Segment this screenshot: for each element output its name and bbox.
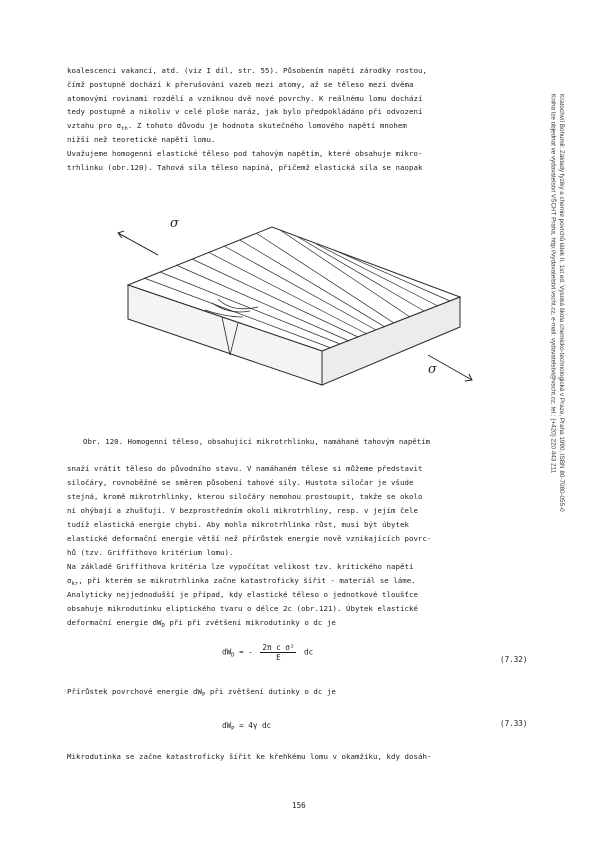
inline-text: při zvětšení dutinky o dc je [205,687,336,696]
eq-sign: = - [239,647,253,657]
body-line [67,618,336,629]
body-line: obsahuje mikrodutinku eliptického tvaru o délce 2c (obr.121). Úbytek elastické [67,604,418,613]
stress-arrow-top [118,231,158,255]
body-line [67,576,416,587]
equation-number: (7.33) [500,719,528,728]
body-line: trhlinku (obr.120). Tahová síla těleso napíná, přičemž elastická síla se naopak [67,163,423,172]
subscript: th [121,126,128,132]
inline-text: při při zvětšení mikrodutinky o dc je [164,618,336,627]
body-line: nižší než teoretické napětí lomu. [67,135,216,144]
inline-text: Přírůstek povrchové energie dW [67,687,202,696]
fraction [260,643,296,662]
eq-rhs: dc [304,647,314,657]
denominator: E [276,653,281,662]
body-line: koalescenci vakancí, atd. (viz I díl, str. 55). Působením napětí zárodky rostou, [67,66,427,75]
body-line: Uvažujeme homogenní elastické těleso pod tahovým napětím, které obsahuje mikro- [67,149,423,158]
equation-7-33 [222,721,271,732]
body-line: elastické deformační energie větší než přírůstek energie nově vznikajících povrc- [67,534,432,543]
inline-text: , při kterém se mikrotrhlinka začne katastroficky šířit - materiál se láme. [78,576,416,585]
margin-citation-line-1: Kratochvíl Bohumil: Základy fyziky a chemie povrchů látek II, 1st ed. Vysoká škola chemicko-technologická v Praze, Praha 1990, ISBN 80-7080-055-0 [558,94,566,512]
page-number: 156 [292,801,306,810]
body-line: Na základě Griffithova kritéria lze vypočítat velikost tzv. kritického napětí [67,562,414,571]
subscript: D [161,623,165,629]
inline-text: σ [67,576,72,585]
body-line [67,121,407,132]
body-line: Analyticky nejjednodušší je případ, kdy elastické těleso o jednotkové tloušťce [67,590,418,599]
subscript: kr [71,581,79,587]
subscript: P [231,726,235,732]
body-line: hů (tzv. Griffithovo kritérium lomu). [67,548,234,557]
numerator: 2π c σ² [262,643,295,652]
inline-text: deformační energie dW [67,618,162,627]
inline-text: . Z tohoto důvodu je hodnota skutečného lomového napětí mnohem [127,121,407,130]
body-line: snaží vrátit těleso do původního stavu. V namáhaném tělese si můžeme představit [67,464,423,473]
body-line: čímž postupně dochází k přerušování vazeb mezi atomy, až se těleso mezi dvěma [67,80,414,89]
body-line: tedy postupně a nikoliv v celé ploše naráz, jak bylo předpokládáno při odvození [67,107,423,116]
subscript: P [202,692,206,698]
body-line: atomovými rovinami rozdělí a vzniknou dvě nové povrchy. K reálnému lomu dochází [67,94,423,103]
eq-rhs: = 4γ dc [239,721,272,730]
margin-citation-line-2: Kniha lze objednat ve vydavatelství VŠCHT Praha, http://vydavatelstvi.vscht.cz, e-mail: vydavatelstvi@vscht.cz, tel.: (+420) 220 443 211 [549,94,557,474]
eq-lhs: dW [222,721,232,730]
sigma-label-bottom: σ [428,362,437,377]
figure-120-illustration [110,205,480,415]
body-line: Mikrodutinka se začne katastroficky šířit ke křehkému lomu v okamžiku, kdy dosáh- [67,752,432,761]
body-line [67,687,336,698]
margin-citation [548,94,565,512]
equation-number: (7.32) [500,655,528,664]
eq-lhs: dW [222,647,232,657]
inline-text: vztahu pro σ [67,121,121,130]
figure-caption: Obr. 120. Homogenní těleso, obsahující mikrotrhlinku, namáhané tahovým napětím [83,437,431,446]
sigma-label-top: σ [170,216,179,231]
body-line: ní ohýbají a zhušťují. V bezprostředním okolí mikrotrhliny, resp. v jejím čele [67,506,418,515]
body-line: stejná, kromě mikrotrhlinky, kterou siločáry nemohou prostoupit, takže se okolo [67,492,423,501]
body-line: siločáry, rovnoběžné se směrem působení tahové síly. Hustota siločar je všude [67,478,414,487]
body-line: tudíž elastická energie chybí. Aby mohla mikrotrhlinka růst, musí být úbytek [67,520,409,529]
subscript: D [231,652,235,659]
equation-7-32 [222,643,313,662]
